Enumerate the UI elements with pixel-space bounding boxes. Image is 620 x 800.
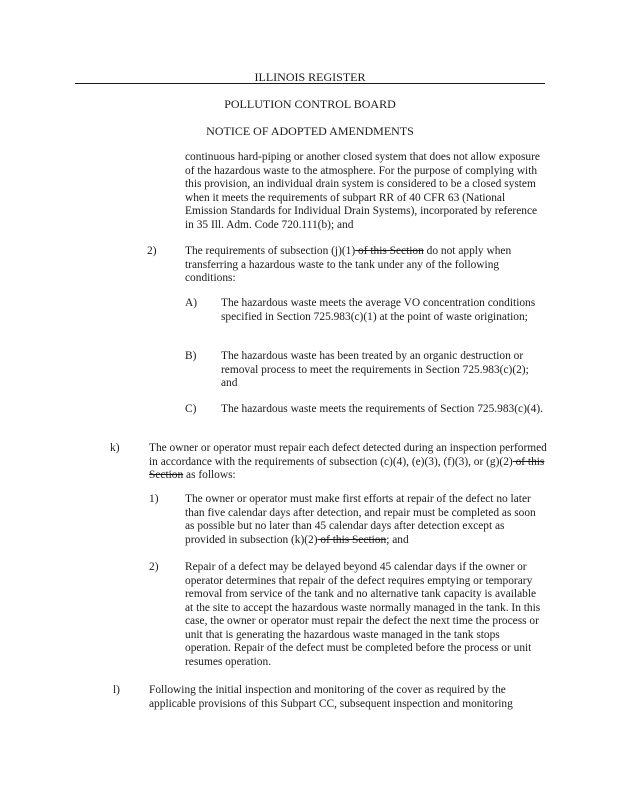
header-rule: [75, 83, 545, 84]
subsection-k-text: [149, 442, 547, 483]
k-struck-text: of this Section: [149, 455, 545, 481]
item-c-text: The hazardous waste meets the requirements of Section 725.983(c)(4).: [221, 403, 543, 415]
j2-struck-text: of this Section: [355, 245, 424, 257]
item-label-a: A): [185, 297, 198, 309]
subsection-j2-text: [185, 245, 547, 286]
subsection-k1-text: [185, 493, 547, 547]
j2-text-after: do not apply when transferring a hazardous waste to the tank under any of the following conditions:: [185, 245, 512, 284]
subsection-label-k1: 1): [149, 493, 159, 505]
item-label-b: B): [185, 350, 197, 362]
subsection-label-k: k): [110, 442, 120, 454]
subsection-k2-text: Repair of a defect may be delayed beyond 45 calendar days if the owner or operator determines that repair of the defect requires emptying or temporary removal from service of the tank and no alternative tank capacity is available at the site to accept the hazardous waste normally managed in the tank. In this case, the owner or operator must repair the defect the next time the process or unit that is generating the hazardous waste managed in the tank stops operation. Repair of the defect must be completed before the process or unit resumes operation.: [185, 561, 541, 668]
register-title: ILLINOIS REGISTER: [254, 70, 366, 84]
subsection-l-text: Following the initial inspection and monitoring of the cover as required by the applicable provisions of this Subpart CC, subsequent inspection and monitoring: [149, 684, 513, 710]
subsection-label-j2: 2): [147, 245, 157, 257]
board-title: POLLUTION CONTROL BOARD: [224, 97, 396, 111]
item-b-text: The hazardous waste has been treated by an organic destruction or removal process to meet the requirements in Section 725.983(c)(2); and: [221, 350, 529, 389]
k1-text-before: The owner or operator must make first efforts at repair of the defect no later than five calendar days after detection, and repair must be completed as soon as possible but no later than 45 calendar days after detection except as provided in subsection (k)(2): [185, 493, 536, 546]
j2-text-before: The requirements of subsection (j)(1): [185, 245, 356, 257]
subsection-label-l: l): [113, 684, 120, 696]
k1-struck-text: of this Section: [317, 533, 387, 546]
k-text-after: as follows:: [183, 469, 236, 481]
continuation-paragraph: continuous hard-piping or another closed system that does not allow exposure of the hazardous waste to the atmosphere. For the purpose of complying with this provision, an individual drain system is considered to be a closed system when it meets the requirements of subpart RR of 40 CFR 63 (National Emission Standards for Individual Drain Systems), incorporated by reference in 35 Ill. Adm. Code 720.111(b); and: [185, 151, 540, 231]
k-text-before: The owner or operator must repair each defect detected during an inspection performed in accordance with the requirements of subsection (c)(4), (e)(3), (f)(3), or (g)(2): [149, 442, 547, 468]
notice-title: NOTICE OF ADOPTED AMENDMENTS: [206, 124, 414, 138]
item-a-text: The hazardous waste meets the average VO concentration conditions specified in Section 725.983(c)(1) at the point of waste origination;: [221, 297, 536, 323]
subsection-label-k2: 2): [149, 561, 159, 573]
k1-text-after: ; and: [386, 533, 409, 546]
item-label-c: C): [185, 403, 197, 415]
